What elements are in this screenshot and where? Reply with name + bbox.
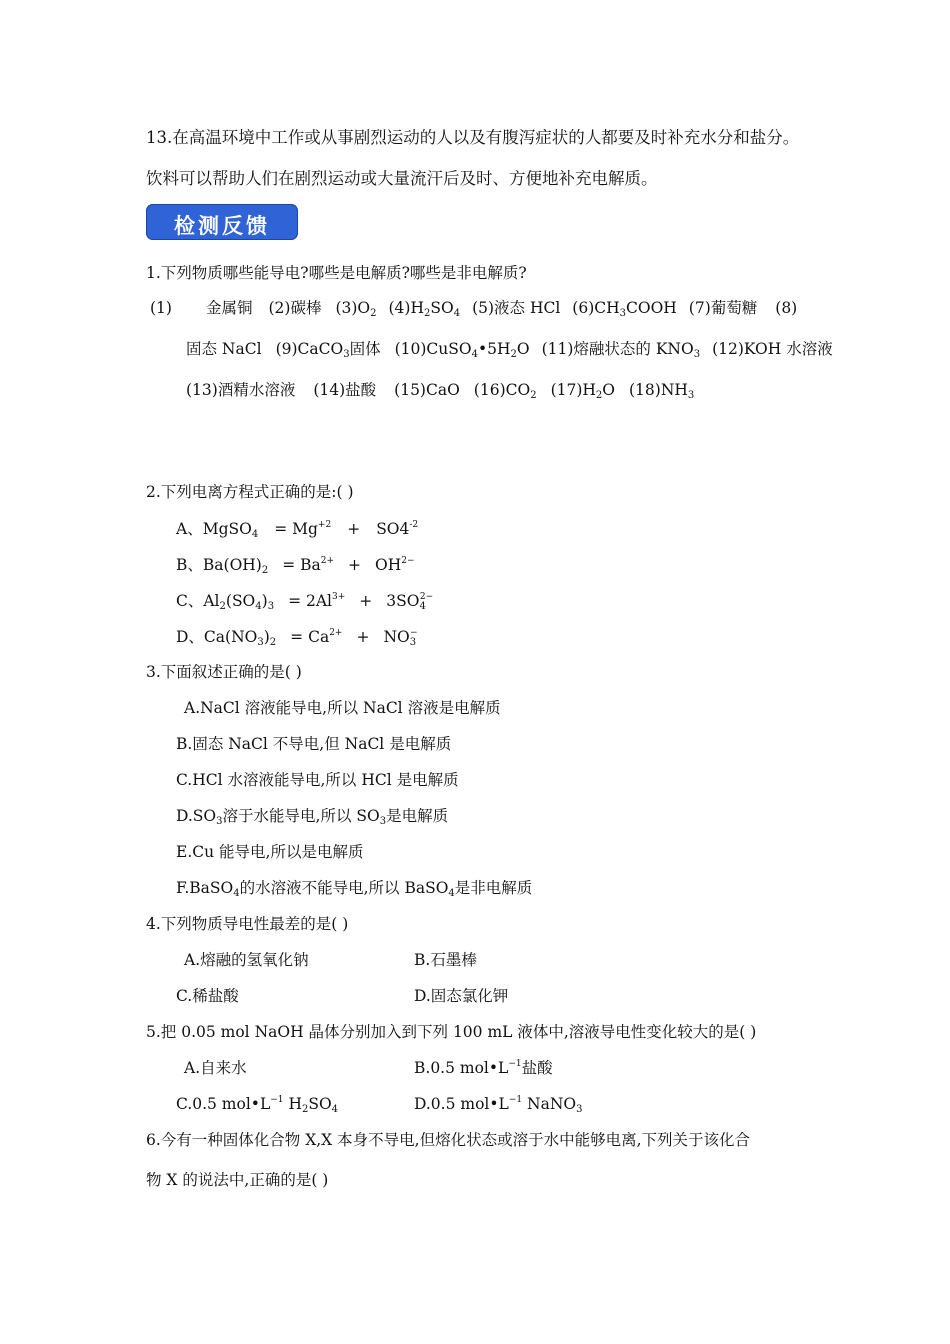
q1-item: (13)酒精水溶液 [186,381,296,399]
q1-items-line-2 [186,339,833,359]
formula-part: + [347,520,361,538]
formula-part: B、Ba(OH) [176,556,262,574]
superscript: 2+ [320,556,335,566]
subscript: 3 [619,308,626,319]
superscript: 3+ [332,592,346,602]
q1-item: (11)熔融状态的 KNO [541,340,694,358]
q1-item: (16)CO [473,381,531,399]
q1-item: (6)CH [572,299,620,317]
superscript: 2+ [329,628,343,638]
formula-part: •5H [477,340,511,358]
q1-item: (9)CaCO [275,340,344,358]
subscript: 4 [471,349,478,360]
superscript: 2− [419,592,434,602]
q1-item: (15)CaO [394,381,460,399]
subscript: 4 [453,308,461,319]
q3-option-f [176,878,532,898]
q6-line-2: 物 X 的说法中,正确的是( ) [146,1171,329,1189]
superscript: -2 [409,520,419,530]
q1-item: (5)液态 HCl [472,299,561,317]
q3-option-c: C.HCl 水溶液能导电,所以 HCl 是电解质 [176,771,459,789]
formula-part: = 2Al [288,592,333,610]
q5-stem: 5.把 0.05 mol NaOH 晶体分别加入到下列 100 mL 液体中,溶液导电性变化较大的是( ) [146,1023,757,1041]
q1-items-line-1 [150,298,797,318]
q1-item: (18)NH [629,381,688,399]
formula-part: COOH [626,299,677,317]
q4-stem: 4.下列物质导电性最差的是( ) [146,915,349,933]
subscript: 2 [261,565,269,576]
subscript: 3 [693,349,701,360]
q1-items-line-3 [186,380,694,400]
q1-item: 金属铜 [205,299,253,317]
formula-part: 3SO [386,592,420,610]
formula-part: F.BaSO [176,879,234,897]
q1-item: (3)O [335,299,371,317]
q3-option-d [176,806,448,826]
subscript: 3 [267,601,275,612]
q3-stem: 3.下面叙述正确的是( ) [146,663,302,681]
superscript: − [410,628,418,638]
q3-option-e: E.Cu 能导电,所以是电解质 [176,843,364,861]
subscript: 3 [257,637,264,648]
q4-option-c: C.稀盐酸 [176,987,239,1005]
formula-part: = Mg [274,520,318,538]
q3-option-a: A.NaCl 溶液能导电,所以 NaCl 溶液是电解质 [184,699,501,717]
subscript: 3 [343,349,350,360]
formula-part: D.0.5 mol•L [414,1095,509,1113]
q5-option-d [414,1094,582,1114]
formula-part: 溶于水能导电,所以 SO [222,807,380,825]
formula-part: SO [430,299,454,317]
subscript: 4 [255,601,262,612]
subscript: 3 [379,816,387,827]
subscript: 2 [595,390,603,401]
q5-option-a: A.自来水 [184,1059,247,1077]
superscript: 2− [401,556,415,566]
formula-part: + [359,592,373,610]
formula-part: OH [375,556,402,574]
formula-part: 盐酸 [521,1059,553,1077]
q1-item: (10)CuSO [394,340,472,358]
subscript: 3 [687,390,695,401]
q5-option-b [414,1058,553,1078]
formula-part: ) [263,628,270,646]
q1-item: (17)H [550,381,596,399]
subscript: 2 [269,637,277,648]
subscript: 4 [419,601,426,612]
formula-part: D、Ca(NO [176,628,258,646]
q1-item-number: (8) [775,299,798,317]
q2-option-d [176,627,418,647]
formula-part: SO [308,1095,332,1113]
superscript: +2 [317,520,332,530]
formula-part: C、Al [176,592,220,610]
subscript: 2 [510,349,517,360]
formula-part: C.0.5 mol•L [176,1095,271,1113]
q1-stem: 1.下列物质哪些能导电?哪些是电解质?哪些是非电解质? [146,264,527,282]
section-banner [146,204,298,240]
formula-part: O [602,381,615,399]
subscript: 2 [370,308,377,319]
superscript: −1 [508,1059,522,1069]
superscript: −1 [270,1095,284,1105]
formula-part: 是非电解质 [454,879,533,897]
formula-part: + [356,628,370,646]
formula-part: ) [261,592,268,610]
subscript: 3 [576,1104,583,1115]
formula-part: 是电解质 [386,807,449,825]
subscript: 2 [423,308,431,319]
formula-part: A、MgSO [176,520,252,538]
q1-item: (14)盐酸 [313,381,377,399]
formula-part: SO4 [376,520,410,538]
q1-item-number: (1) [150,299,172,317]
subscript: 2 [530,390,537,401]
q1-item: (2)碳棒 [268,299,322,317]
formula-part: B.0.5 mol•L [414,1059,509,1077]
q1-item: (12)KOH 水溶液 [712,340,833,358]
q4-option-b: B.石墨棒 [414,951,477,969]
formula-part: (SO [225,592,256,610]
subscript: 4 [448,888,455,899]
q2-stem: 2.下列电离方程式正确的是:( ) [146,483,354,501]
formula-part: 固体 [349,340,381,358]
formula-part: O [516,340,530,358]
intro-line-1: 13.在高温环境中工作或从事剧烈运动的人以及有腹泻症状的人都要及时补充水分和盐分。 [146,128,800,147]
subscript: 3 [216,816,223,827]
subscript: 4 [251,529,259,540]
q4-option-d: D.固态氯化钾 [414,987,509,1005]
formula-part: = Ca [290,628,330,646]
subscript: 4 [331,1104,339,1115]
formula-part: 的水溶液不能导电,所以 BaSO [239,879,449,897]
formula-part: H [283,1095,302,1113]
intro-line-2: 饮料可以帮助人们在剧烈运动或大量流汗后及时、方便地补充电解质。 [146,169,658,188]
q5-option-c [176,1094,338,1114]
section-banner-label: 检测反馈 [174,214,270,238]
formula-part: NO [383,628,410,646]
formula-part: D.SO [176,807,217,825]
q1-item: (7)葡萄糖 [688,299,758,317]
q2-option-b [176,555,415,575]
formula-part: + [348,556,362,574]
subscript: 2 [301,1104,309,1115]
q6-line-1: 6.今有一种固体化合物 X,X 本身不导电,但熔化状态或溶于水中能够电离,下列关于该化合 [146,1131,750,1149]
subscript: 3 [409,637,417,648]
formula-part: = Ba [282,556,321,574]
q2-option-c [176,591,433,611]
q1-item: 固态 NaCl [186,340,262,358]
q1-item: (4)H [388,299,424,317]
q4-option-a: A.熔融的氢氧化钠 [184,951,309,969]
q2-option-a [176,519,418,539]
subscript: 2 [219,601,226,612]
formula-part: NaNO [522,1095,577,1113]
superscript: −1 [508,1095,523,1105]
subscript: 4 [233,888,240,899]
q3-option-b: B.固态 NaCl 不导电,但 NaCl 是电解质 [176,735,452,753]
